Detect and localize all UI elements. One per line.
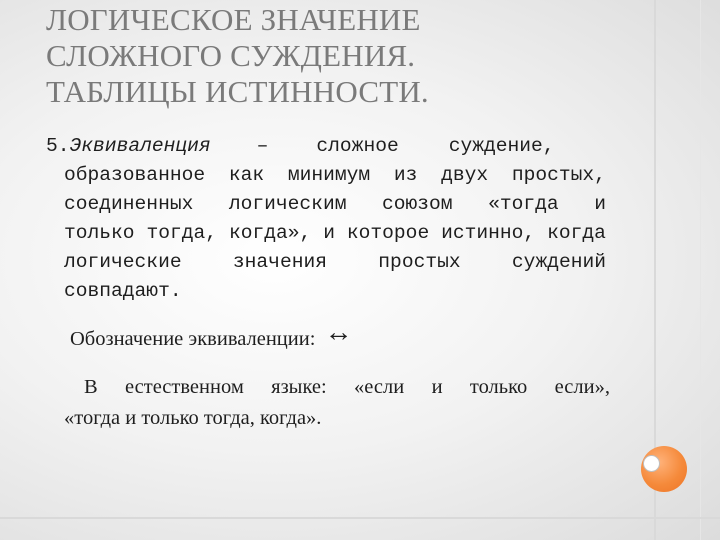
definition-word: только xyxy=(64,222,135,244)
definition-word: тогда, xyxy=(146,222,218,244)
definition-line xyxy=(46,190,606,219)
double-arrow-icon: ↔ xyxy=(324,317,353,348)
definition-word: простых, xyxy=(511,164,606,186)
natural-word: В xyxy=(84,376,98,398)
natural-word: «если xyxy=(354,376,405,398)
definition-word: когда», xyxy=(228,222,312,244)
definition-line xyxy=(46,248,606,277)
definition-term: Эквиваленция xyxy=(69,135,211,157)
definition-word: истинно, xyxy=(441,222,536,244)
notation-label: Обозначение эквиваленции: xyxy=(70,328,316,350)
frame-vertical-line-outer xyxy=(700,0,701,540)
title-line: ТАБЛИЦЫ ИСТИННОСТИ. xyxy=(46,74,429,109)
slide-title xyxy=(46,2,606,110)
definition-word: когда xyxy=(547,222,606,244)
natural-language-line xyxy=(64,372,610,403)
title-line: СЛОЖНОГО СУЖДЕНИЯ. xyxy=(46,38,416,73)
natural-word: и xyxy=(431,376,443,398)
definition-line xyxy=(46,132,606,161)
natural-word: языке: xyxy=(271,376,327,398)
definition-word: суждение, xyxy=(448,135,555,157)
natural-language-line: «тогда и только тогда, когда». xyxy=(64,407,322,429)
definition-line xyxy=(46,277,606,306)
definition-word: двух xyxy=(441,164,489,186)
definition-word: логическим xyxy=(228,193,347,215)
definition-word: «тогда xyxy=(488,193,559,215)
definition-word: минимум xyxy=(287,164,371,186)
title-line: ЛОГИЧЕСКОЕ ЗНАЧЕНИЕ xyxy=(46,2,421,37)
natural-word: естественном xyxy=(125,376,244,398)
definition-word: образованное xyxy=(64,164,206,186)
definition-word: значения xyxy=(232,251,327,273)
definition-word: суждений xyxy=(511,251,606,273)
notation-line xyxy=(70,317,353,354)
definition-word: и xyxy=(594,193,606,215)
definition-word: из xyxy=(393,164,418,186)
definition-line xyxy=(46,219,606,248)
small-circle-decoration xyxy=(643,455,660,472)
natural-word: если», xyxy=(554,376,610,398)
definition-word: соединенных xyxy=(64,193,194,215)
definition-dash: – xyxy=(256,135,269,157)
definition-word: логические xyxy=(64,251,182,273)
definition-line xyxy=(46,161,606,190)
natural-word: только xyxy=(469,376,528,398)
definition-word: союзом xyxy=(382,193,453,215)
definition-word: и xyxy=(323,222,335,244)
frame-horizontal-line xyxy=(0,517,720,519)
definition-word: как xyxy=(228,164,265,186)
definition-word: сложное xyxy=(316,135,399,157)
definition-word: простых xyxy=(378,251,461,273)
natural-language-paragraph xyxy=(64,372,610,434)
definition-paragraph xyxy=(46,132,606,306)
definition-word: которое xyxy=(346,222,430,244)
definition-word: совпадают. xyxy=(64,280,182,302)
definition-number: 5. xyxy=(46,135,70,157)
